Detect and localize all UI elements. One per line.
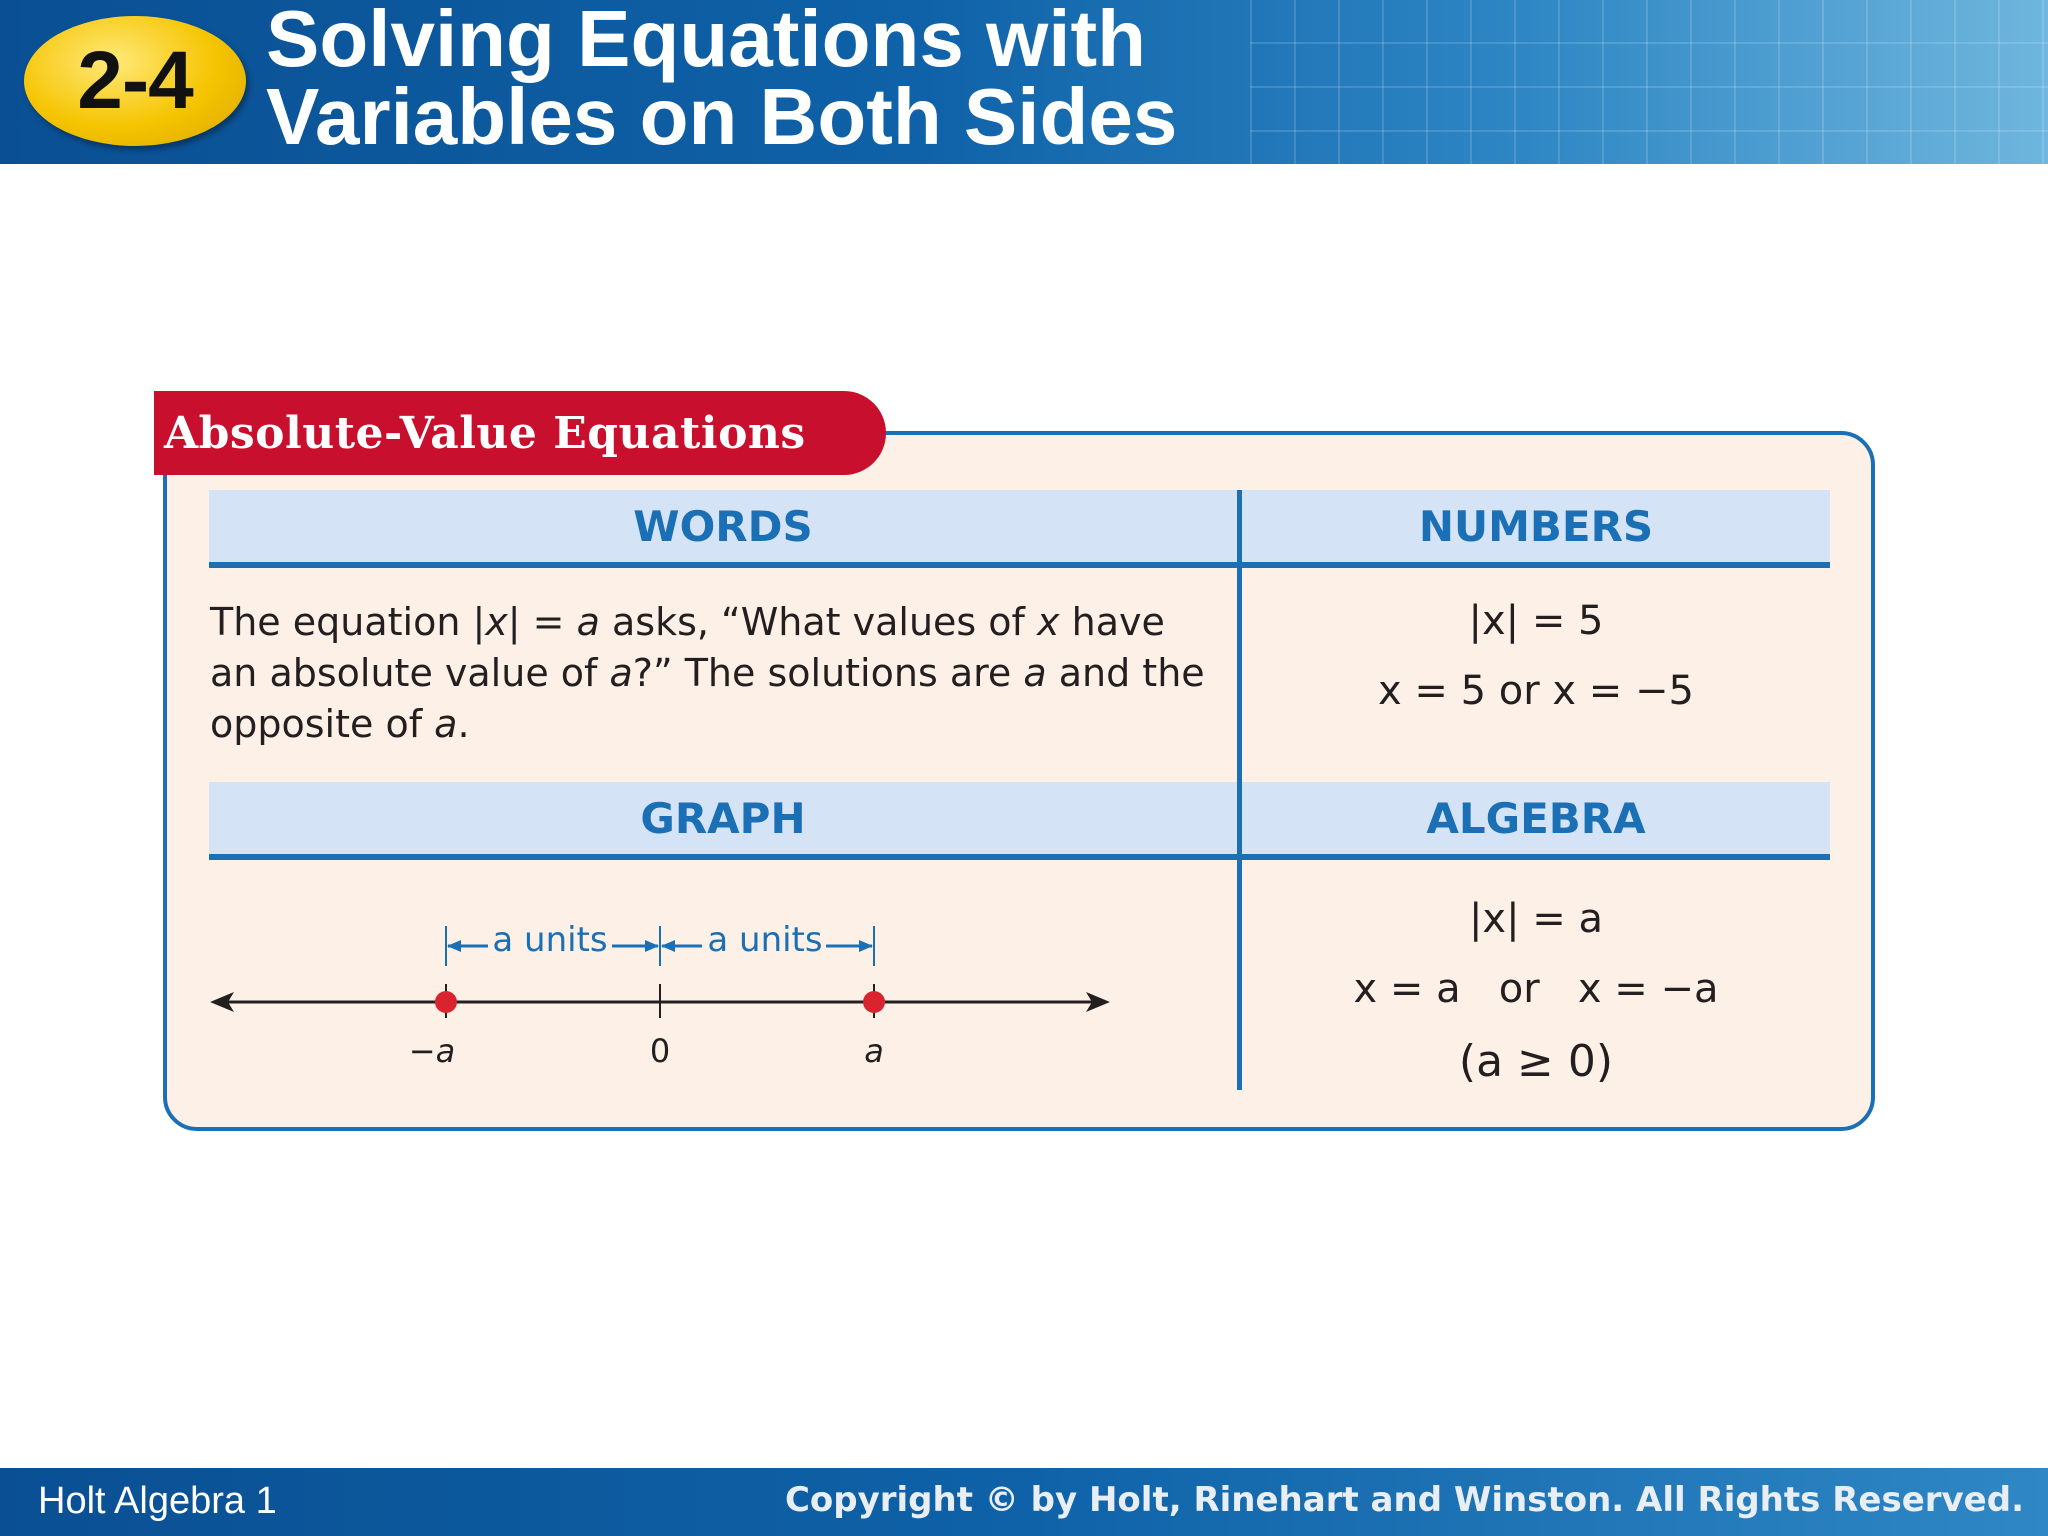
lesson-number: 2-4 [77, 35, 193, 126]
text-run: asks, “What values of [599, 600, 1038, 644]
graph-header: GRAPH [209, 782, 1237, 860]
algebra-line-2: x = a or x = −a [1353, 966, 1719, 1012]
lesson-badge [24, 16, 246, 146]
var-a: a [1023, 651, 1047, 695]
span-label-left: a units [492, 920, 608, 960]
tick-label-zero: 0 [649, 1032, 671, 1070]
text-run: ?” The solutions are [632, 651, 1024, 695]
text-run: | = [507, 600, 577, 644]
var-x: x [1037, 600, 1060, 644]
text-run: . [457, 702, 470, 746]
text-run: have an absolute value of [210, 600, 1165, 695]
tick-label-pos: a [864, 1032, 884, 1070]
slide-header [0, 0, 2048, 164]
column-divider [1237, 490, 1242, 1090]
slide-footer [0, 1468, 2048, 1536]
numbers-line-2: x = 5 or x = −5 [1378, 668, 1694, 714]
slide-title [266, 0, 1178, 161]
header-grid-pattern [1250, 0, 2048, 164]
var-a: a [434, 702, 458, 746]
footer-course: Holt Algebra 1 [38, 1480, 277, 1522]
footer-copyright: Copyright © by Holt, Rinehart and Winston. All Rights Reserved. [784, 1480, 2024, 1520]
algebra-line-3: (a ≥ 0) [1458, 1036, 1614, 1087]
number-line-graph [200, 900, 1120, 1100]
numbers-line-1: |x| = 5 [1468, 598, 1604, 644]
title-line-1: Solving Equations with [266, 0, 1146, 83]
concept-tab-label: Absolute-Value Equations [164, 407, 806, 459]
var-a: a [609, 651, 633, 695]
span-label-right: a units [707, 920, 823, 960]
text-run: and the opposite of [210, 651, 1205, 746]
algebra-line-1: |x| = a [1468, 896, 1604, 942]
var-a: a [576, 600, 600, 644]
title-line-2: Variables on Both Sides [266, 72, 1178, 161]
tick-label-neg: −a [408, 1032, 456, 1070]
numbers-header: NUMBERS [1242, 490, 1830, 568]
words-header: WORDS [209, 490, 1237, 568]
algebra-header: ALGEBRA [1242, 782, 1830, 860]
text-run: The equation | [210, 600, 486, 644]
point-neg-a [435, 991, 457, 1013]
var-x: x [485, 600, 508, 644]
concept-tab [154, 391, 886, 475]
point-pos-a [863, 991, 885, 1013]
words-description [210, 597, 1220, 750]
